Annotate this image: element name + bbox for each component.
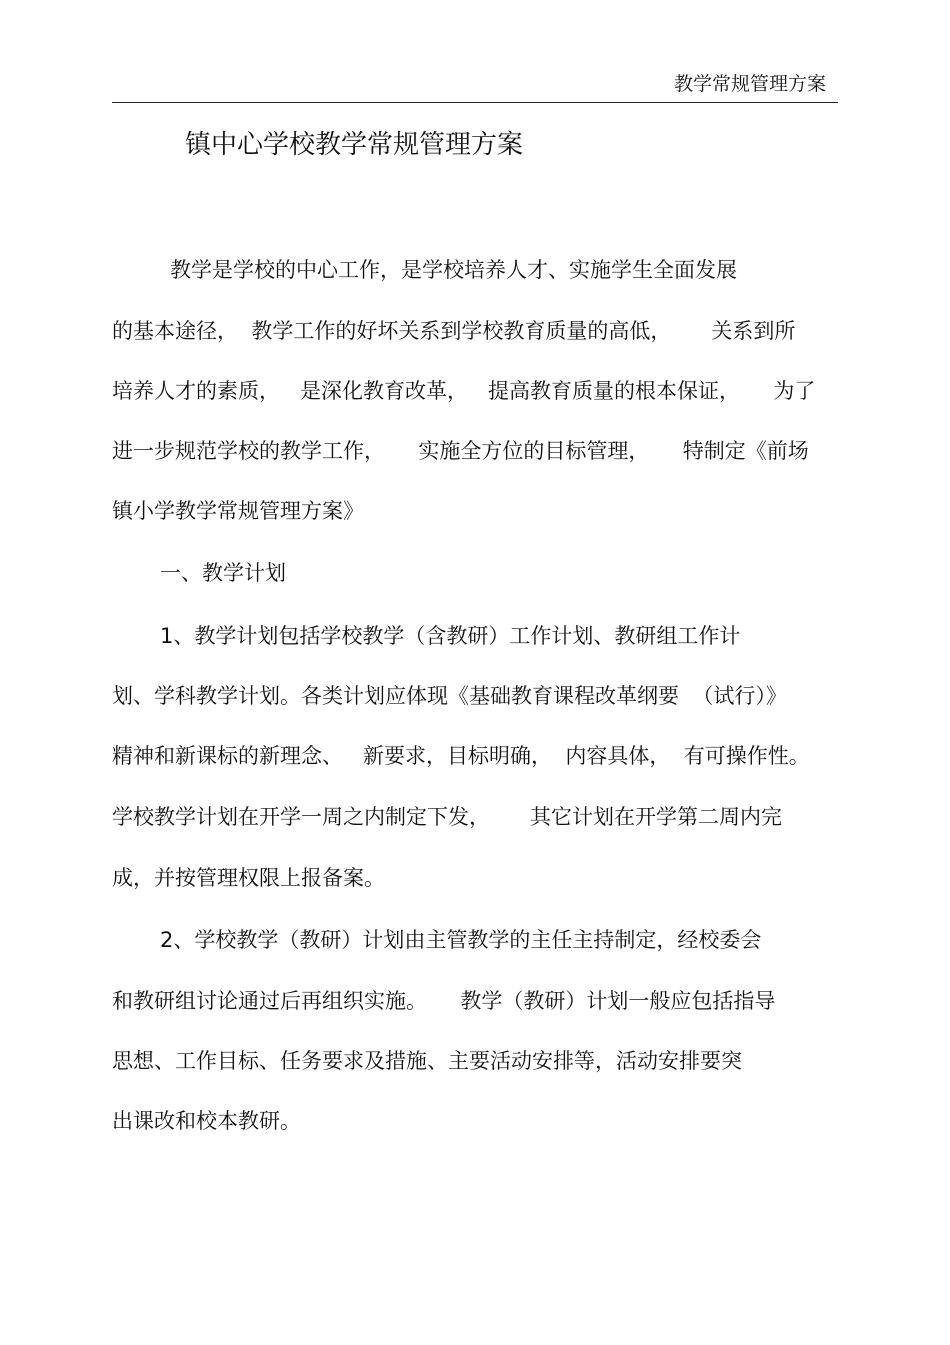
body-line: 学校教学计划在开学一周之内制定下发， 其它计划在开学第二周内完 [112,805,783,829]
body-line: 划、学科教学计划。各类计划应体现《基础教育课程改革纲要 （试行）》 [112,684,787,708]
body-line: 思想、工作目标、任务要求及措施、主要活动安排等，活动安排要突 [112,1049,742,1073]
body-line: 进一步规范学校的教学工作， 实施全方位的目标管理， 特制定《前场 [112,439,809,463]
body-line: 教学是学校的中心工作，是学校培养人才、实施学生全面发展 [170,258,737,282]
running-header-title: 教学常规管理方案 [673,73,826,95]
body-line: 的基本途径， 教学工作的好坏关系到学校教育质量的高低， 关系到所 [112,319,796,343]
body-line: 出课改和校本教研。 [112,1109,301,1133]
body-line: 精神和新课标的新理念、 新要求，目标明确， 内容具体， 有可操作性。 [112,744,810,768]
body-line: 镇小学教学常规管理方案》 [112,499,364,523]
running-header [112,62,838,103]
body-line: 2、学校教学（教研）计划由主管教学的主任主持制定，经校委会 [160,928,762,952]
body-line: 成，并按管理权限上报备案。 [112,866,385,890]
document-title: 镇中心学校教学常规管理方案 [185,130,524,160]
body-line: 培养人才的素质， 是深化教育改革， 提高教育质量的根本保证， 为了 [112,379,816,403]
section-heading: 一、教学计划 [160,561,286,585]
body-line: 1、教学计划包括学校教学（含教研）工作计划、教研组工作计 [160,624,741,648]
body-line: 和教研组讨论通过后再组织实施。 教学（教研）计划一般应包括指导 [112,989,776,1013]
